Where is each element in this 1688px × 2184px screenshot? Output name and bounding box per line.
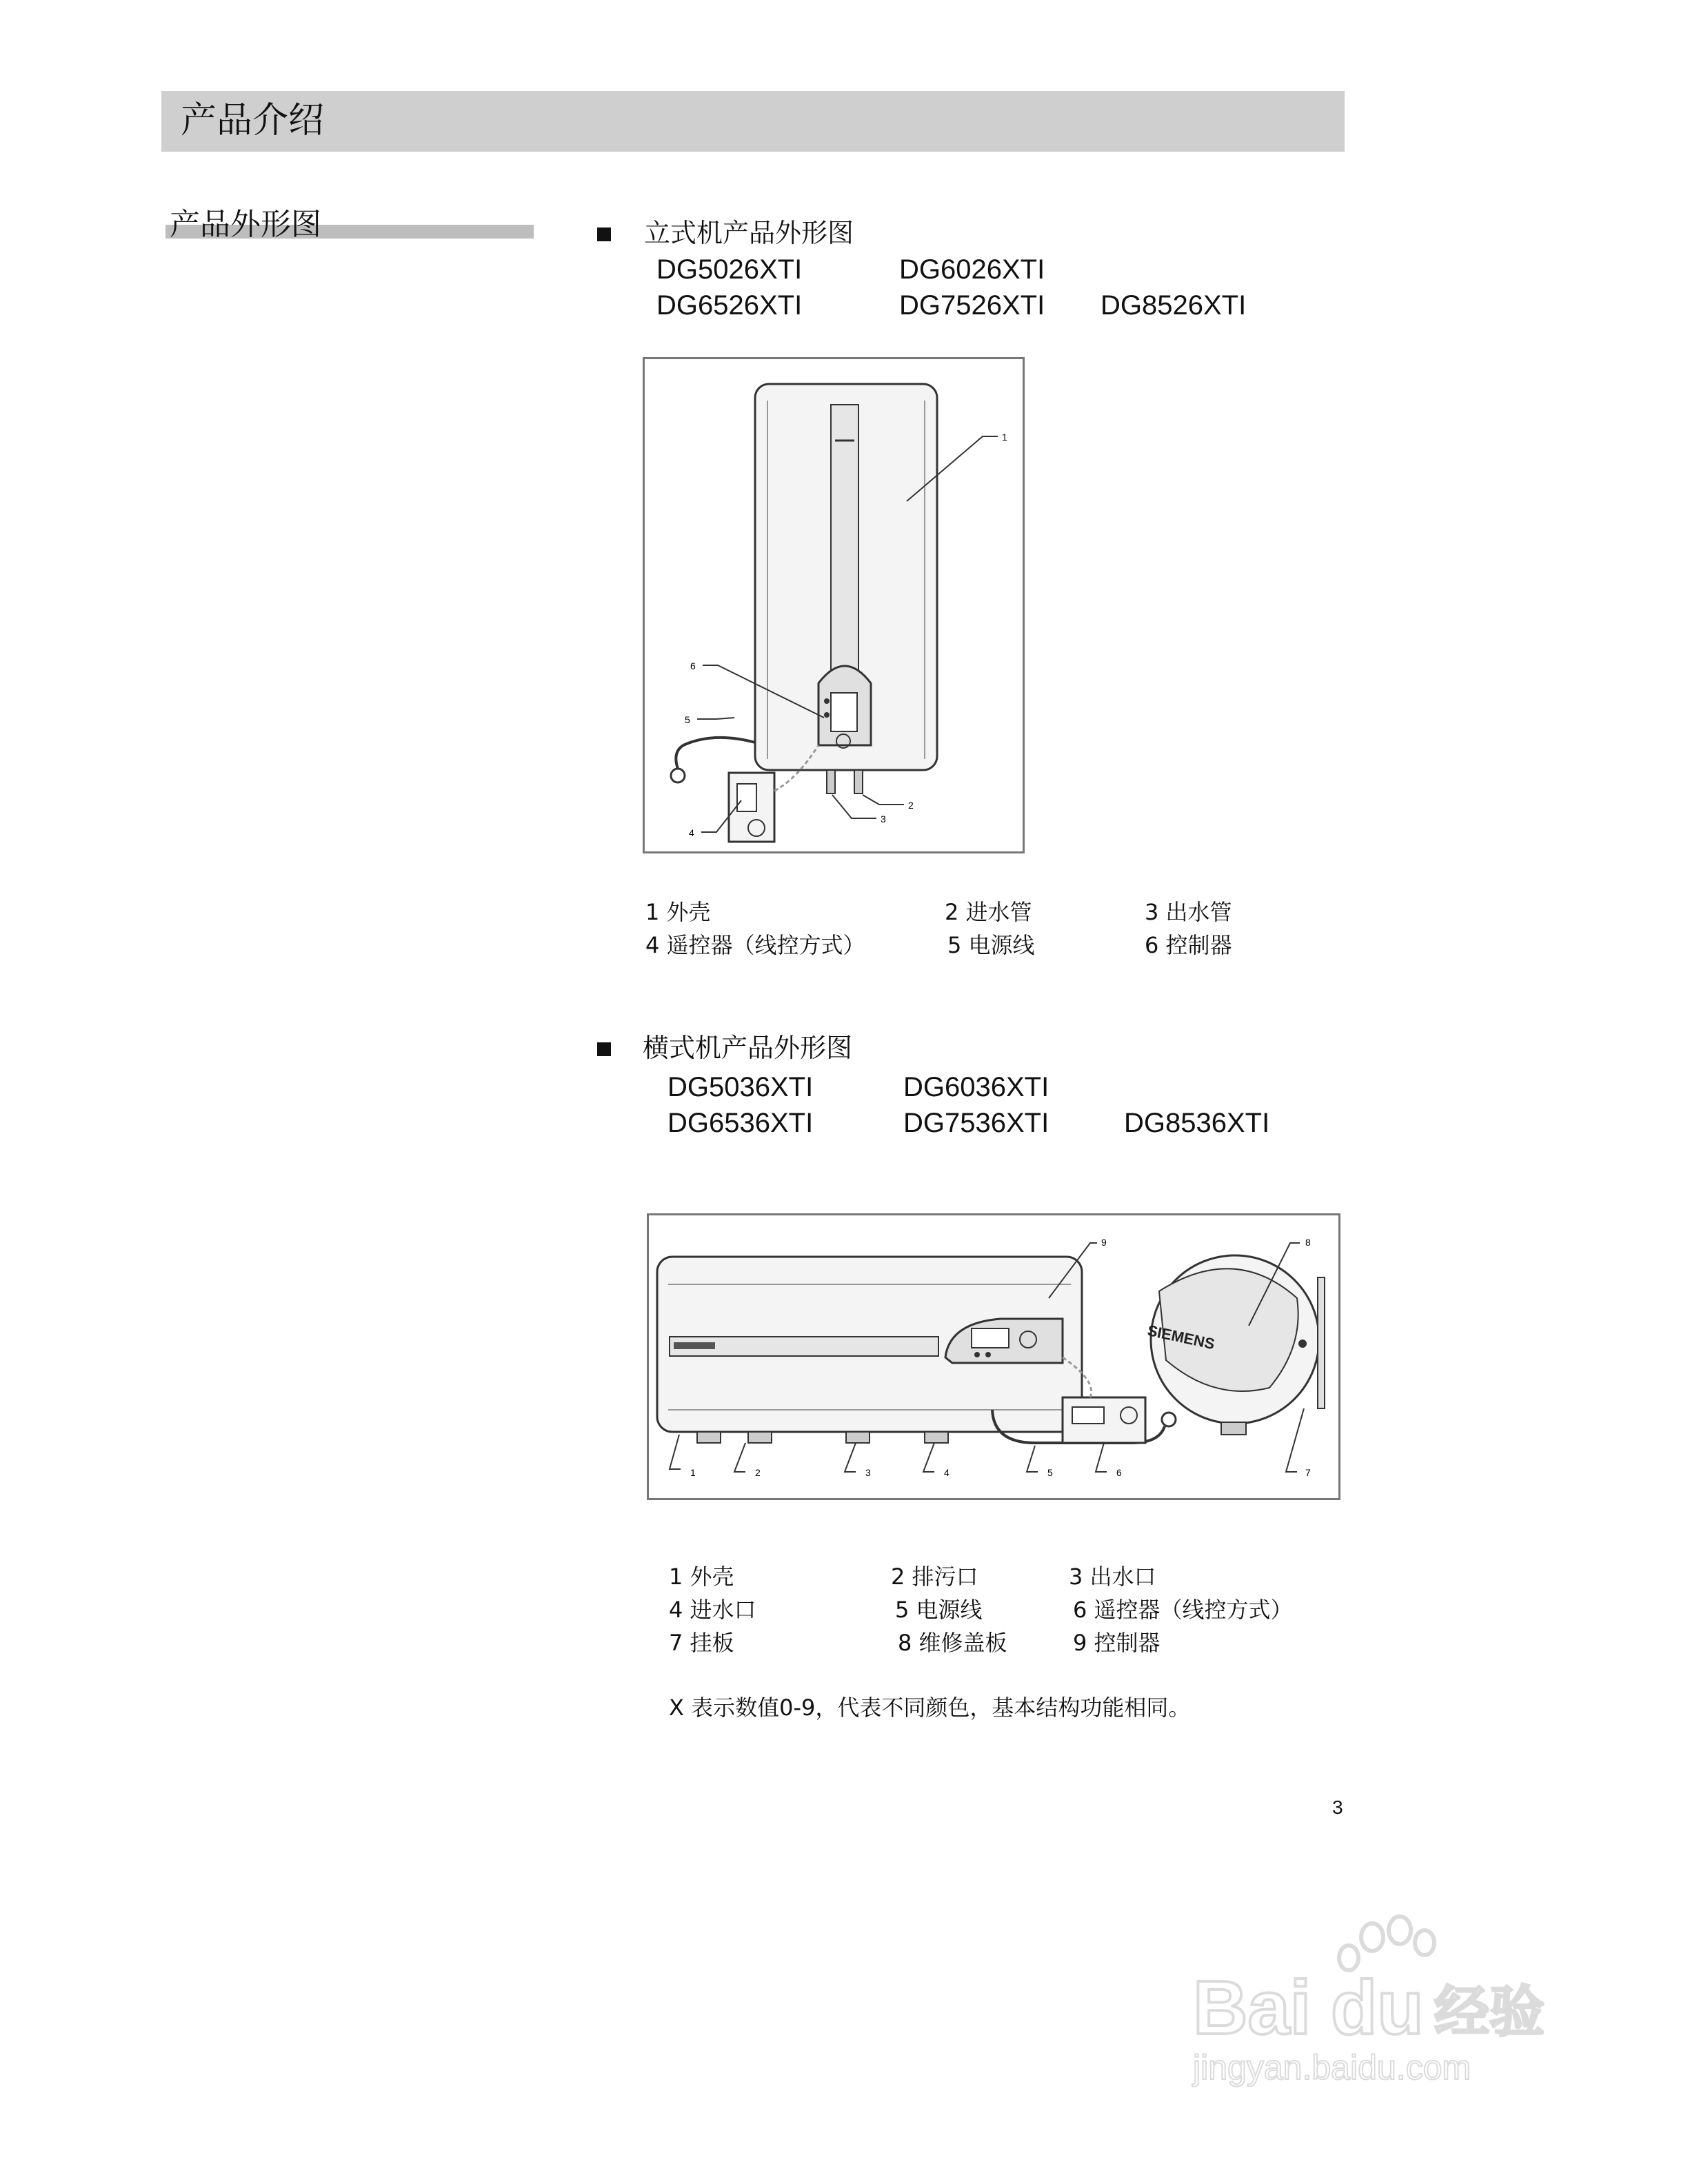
model-name: DG7536XTI	[903, 1108, 1049, 1138]
legend-item: 5 电源线	[895, 1597, 983, 1623]
callout-label: 8	[1305, 1237, 1311, 1248]
model-name: DG8526XTI	[1101, 290, 1247, 321]
callout-label: 5	[685, 714, 690, 725]
callout-label: 3	[865, 1467, 871, 1478]
model-name: DG6026XTI	[899, 254, 1045, 285]
legend-item: 4 遥控器（线控方式）	[645, 932, 865, 958]
callout-label: 7	[1305, 1467, 1311, 1478]
svg-text:Bai: Bai	[1193, 1965, 1312, 2050]
legend-item: 2 排污口	[891, 1564, 978, 1590]
vertical-section-title: 立式机产品外形图	[644, 218, 854, 248]
model-name: DG7526XTI	[899, 290, 1045, 321]
legend-item: 5 电源线	[947, 932, 1035, 958]
legend-item: 6 控制器	[1145, 932, 1232, 958]
callout-label: 9	[1101, 1237, 1107, 1248]
callout-label: 2	[908, 800, 914, 811]
page-title: 产品介绍	[181, 100, 325, 141]
model-name: DG8536XTI	[1124, 1108, 1270, 1138]
page-number: 3	[1332, 1797, 1343, 1818]
paw-logo-icon	[1186, 1910, 1572, 2089]
horizontal-section-title: 横式机产品外形图	[643, 1033, 853, 1063]
model-name: DG5036XTI	[667, 1072, 814, 1102]
callout-label: 1	[1002, 432, 1007, 443]
callout-label: 2	[755, 1467, 761, 1478]
model-name: DG5026XTI	[656, 254, 803, 285]
svg-text:经验: 经验	[1434, 1981, 1545, 2043]
legend-item: 4 进水口	[669, 1597, 756, 1623]
legend-item: 8 维修盖板	[898, 1630, 1007, 1656]
svg-text:jingyan.baidu.com: jingyan.baidu.com	[1193, 2048, 1471, 2087]
legend-item: 3 出水口	[1069, 1564, 1156, 1590]
callout-label: 3	[881, 813, 886, 825]
callout-label: 1	[690, 1467, 696, 1478]
legend-item: 1 外壳	[645, 899, 711, 925]
baidu-watermark-logo	[1186, 1910, 1572, 2089]
horizontal-heater-drawing	[649, 1215, 1338, 1498]
callout-label: 4	[944, 1467, 950, 1478]
callout-label: 4	[689, 827, 694, 838]
model-name: DG6526XTI	[656, 290, 803, 321]
header-bar	[161, 91, 1345, 152]
bullet-square-icon	[597, 1042, 611, 1056]
vertical-heater-drawing	[645, 359, 1023, 851]
legend-item: 1 外壳	[669, 1564, 734, 1590]
legend-item: 2 进水管	[945, 899, 1032, 925]
note-text: X 表示数值0-9，代表不同颜色，基本结构功能相同。	[669, 1695, 1191, 1721]
svg-text:du: du	[1331, 1965, 1424, 2050]
brand-label: SIEMENS	[1145, 1322, 1216, 1353]
horizontal-product-figure	[647, 1213, 1340, 1500]
bullet-square-icon	[597, 228, 611, 241]
model-name: DG6536XTI	[667, 1108, 814, 1138]
legend-item: 9 控制器	[1073, 1630, 1160, 1656]
callout-label: 5	[1047, 1467, 1053, 1478]
section-subtitle: 产品外形图	[170, 207, 321, 242]
callout-label: 6	[690, 660, 696, 671]
legend-item: 6 遥控器（线控方式）	[1073, 1597, 1293, 1623]
model-name: DG6036XTI	[903, 1072, 1049, 1102]
legend-item: 3 出水管	[1145, 899, 1232, 925]
legend-item: 7 挂板	[669, 1630, 734, 1656]
vertical-product-figure	[643, 357, 1025, 853]
callout-label: 6	[1116, 1467, 1122, 1478]
